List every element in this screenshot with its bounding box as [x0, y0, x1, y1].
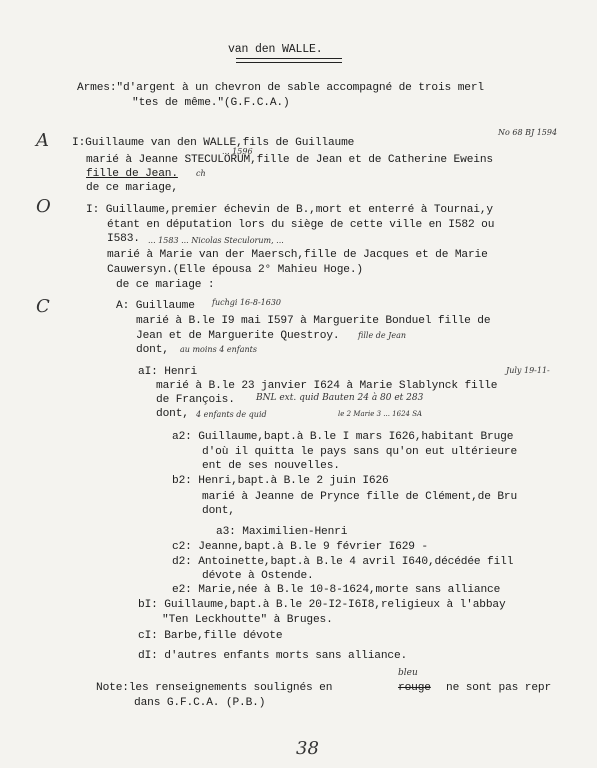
entry-line: a3: Maximilien-Henri [216, 526, 348, 538]
note-line-1a: Note:les renseignements soulignés en [96, 682, 333, 694]
handwritten-note: le 2 Marie 3 ... 1624 SA [338, 410, 423, 418]
entry-line-underlined: fille de Jean. [86, 168, 178, 180]
entry-line: "Ten Leckhoutte" à Bruges. [162, 614, 333, 626]
entry-line: marié à B.le I9 mai I597 à Marguerite Bonduel fille de [136, 315, 491, 327]
arms-line-1: Armes:"d'argent à un chevron de sable accompagné de trois merl [77, 82, 484, 94]
entry-line: cI: Barbe,fille dévote [138, 630, 283, 642]
entry-line: Cauwersyn.(Elle épousa 2° Mahieu Hoge.) [107, 264, 363, 276]
handwritten-note: 4 enfants de quid [196, 410, 267, 419]
entry-line: de François. [156, 394, 235, 406]
entry-line: aI: Henri [138, 366, 198, 378]
entry-line: c2: Jeanne,bapt.à B.le 9 février I629 - [172, 541, 428, 553]
handwritten-note: BNL ext. quid Bauten 24 à 80 et 283 [256, 393, 424, 403]
handwritten-note-top: No 68 BJ 1594 [498, 128, 558, 137]
entry-line: marié à Jeanne STECULORUM,fille de Jean et de Catherine Eweins [86, 154, 493, 166]
note-line-1c: ne sont pas repr [446, 682, 552, 694]
handwritten-note: fuchgi 16-8-1630 [212, 298, 282, 307]
entry-line: dévote à Ostende. [202, 570, 314, 582]
arms-line-2: "tes de même."(G.F.C.A.) [132, 97, 290, 109]
entry-line: dont, [156, 408, 189, 420]
handwritten-note: ... 1583 ... Nicolas Steculorum, ... [148, 236, 284, 245]
entry-line: d'où il quitta le pays sans qu'on eut ultérieure [202, 446, 518, 458]
entry-line: e2: Marie,née à B.le 10-8-1624,morte sans alliance [172, 584, 501, 596]
handwritten-note: bleu [398, 668, 418, 678]
margin-letter-o: O [36, 196, 51, 217]
entry-line: marié à B.le 23 janvier I624 à Marie Slablynck fille [156, 380, 498, 392]
entry-line: étant en députation lors du siège de cette ville en I582 ou [107, 219, 495, 231]
handwritten-note: fille de Jean [358, 331, 406, 340]
handwritten-note: ch [196, 169, 206, 178]
entry-line: I583. [107, 233, 140, 245]
entry-line: marié à Marie van der Maersch,fille de Jacques et de Marie [107, 249, 488, 261]
page-title: van den WALLE. [228, 43, 323, 56]
title-underline [236, 58, 342, 63]
handwritten-note: July 19-11- [506, 366, 550, 375]
entry-line: a2: Guillaume,bapt.à B.le I mars I626,habitant Bruge [172, 431, 514, 443]
entry-line: Jean et de Marguerite Questroy. [136, 330, 340, 342]
handwritten-note: au moins 4 enfants [180, 345, 257, 354]
note-line-2: dans G.F.C.A. (P.B.) [134, 697, 266, 709]
handwritten-note: ... 1596 [222, 147, 253, 156]
entry-line: bI: Guillaume,bapt.à B.le 20-I2-I6I8,religieux à l'abbay [138, 599, 506, 611]
margin-letter-a: A [36, 130, 49, 151]
entry-line: A: Guillaume [116, 300, 195, 312]
entry-line: b2: Henri,bapt.à B.le 2 juin I626 [172, 475, 389, 487]
entry-line: marié à Jeanne de Prynce fille de Clément,de Bru [202, 491, 518, 503]
entry-line: ent de ses nouvelles. [202, 460, 340, 472]
entry-line: de ce mariage : [116, 279, 215, 291]
entry-line: dI: d'autres enfants morts sans alliance. [138, 650, 408, 662]
entry-line: de ce mariage, [86, 182, 178, 194]
note-line-1-struck: rouge [398, 682, 431, 694]
entry-line: I:Guillaume van den WALLE,fils de Guillaume [72, 137, 355, 149]
margin-letter-c: C [36, 296, 50, 317]
entry-line: dont, [136, 344, 169, 356]
entry-line: dont, [202, 505, 235, 517]
entry-line: d2: Antoinette,bapt.à B.le 4 avril I640,décédée fill [172, 556, 514, 568]
page-number: 38 [296, 738, 319, 759]
entry-line: I: Guillaume,premier échevin de B.,mort et enterré à Tournai,y [86, 204, 493, 216]
